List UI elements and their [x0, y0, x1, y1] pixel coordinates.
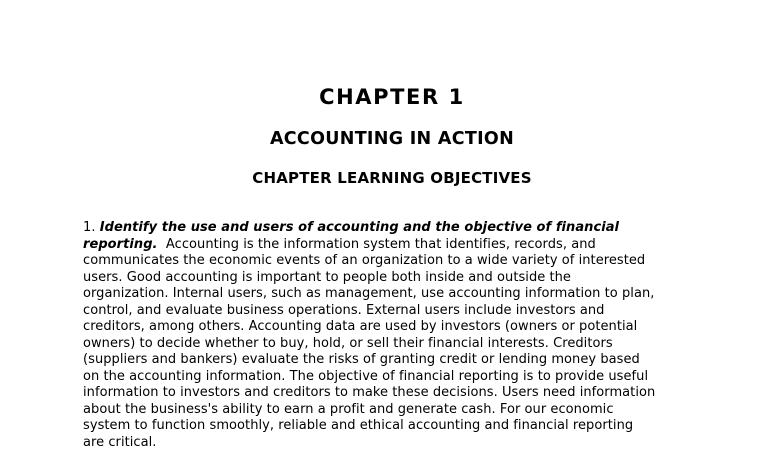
section-heading: CHAPTER LEARNING OBJECTIVES [0, 168, 784, 188]
chapter-title: CHAPTER 1 [0, 84, 784, 110]
objective-number: 1. [83, 220, 96, 235]
objective-line: on the accounting information. The objective of financial reporting is to provide useful [83, 369, 703, 386]
objective-line: owners) to decide whether to buy, hold, or sell their financial interests. Creditors [83, 336, 703, 353]
objective-line: about the business's ability to earn a profit and generate cash. For our economic [83, 402, 703, 419]
objective-line [83, 237, 703, 254]
objective-line: (suppliers and bankers) evaluate the risks of granting credit or lending money based [83, 352, 703, 369]
objective-line: control, and evaluate business operations. External users include investors and [83, 303, 703, 320]
objective-line: creditors, among others. Accounting data are used by investors (owners or potential [83, 319, 703, 336]
objective-heading: reporting. [83, 237, 158, 252]
objective-line: information to investors and creditors to make these decisions. Users need information [83, 385, 703, 402]
objective-heading: Identify the use and users of accounting and the objective of financial [100, 220, 619, 235]
objective-line: are critical. [83, 435, 703, 451]
objective-text: Accounting is the information system that identifies, records, and [166, 237, 596, 252]
objective-line: communicates the economic events of an organization to a wide variety of interested [83, 253, 703, 270]
objective-line: system to function smoothly, reliable and ethical accounting and financial reporting [83, 418, 703, 435]
chapter-subtitle: ACCOUNTING IN ACTION [0, 128, 784, 150]
objective-line: users. Good accounting is important to people both inside and outside the [83, 270, 703, 287]
learning-objective-1 [83, 220, 703, 451]
objective-line: organization. Internal users, such as management, use accounting information to plan, [83, 286, 703, 303]
objective-line [83, 220, 703, 237]
